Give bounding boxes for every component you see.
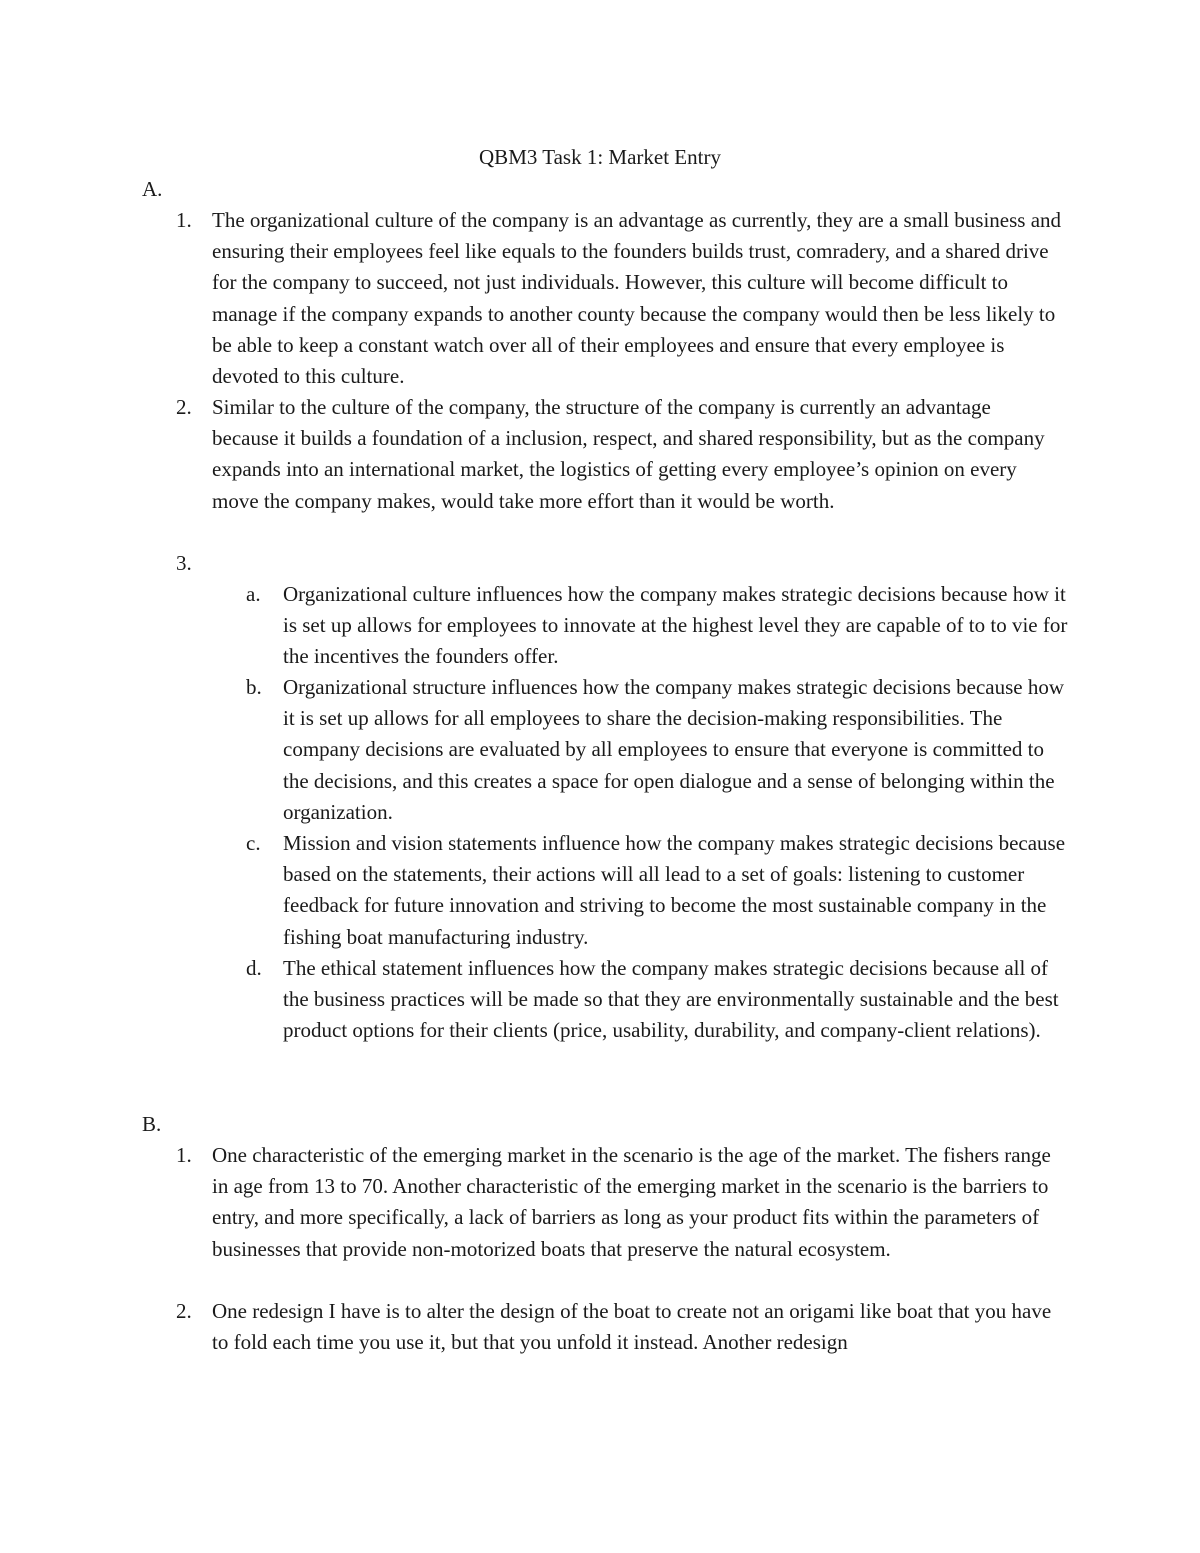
list-number: 3. xyxy=(176,551,192,575)
list-letter: d. xyxy=(246,956,262,980)
list-item-text: One redesign I have is to alter the design of the boat to create not an origami like boat that you have to fold each time you use it, but that you unfold it instead. Another redesign xyxy=(212,1299,1052,1355)
list-item-text: Organizational structure influences how the company makes strategic decisions because how it is set up allows for all employees to share the decision-making responsibilities. The company decisions are evaluated by all employees to ensure that everyone is committed to the decisions, and this creates a space for open dialogue and a sense of belonging within the organization. xyxy=(283,675,1065,824)
list-item-text: One characteristic of the emerging market in the scenario is the age of the market. The fishers range in age from 13 to 70. Another characteristic of the emerging market in the scenario is the barriers to entry, and more specifically, a lack of barriers as long as your product fits within the parameters of businesses that provide non-motorized boats that preserve the natural ecosystem. xyxy=(212,1143,1051,1261)
list-number: 1. xyxy=(176,1143,192,1167)
section-a-heading: A. xyxy=(142,177,163,201)
list-letter: b. xyxy=(246,675,262,699)
list-item-text: Similar to the culture of the company, the structure of the company is currently an advantage because it builds a foundation of a inclusion, respect, and shared responsibility, but as the company expands into an international market, the logistics of getting every employee’s opinion on every move the company makes, would take more effort than it would be worth. xyxy=(212,395,1045,513)
section-b-heading: B. xyxy=(142,1112,162,1136)
list-item-text: Mission and vision statements influence how the company makes strategic decisions because based on the statements, their actions will all lead to a set of goals: listening to customer feedback for future innovation and striving to become the most sustainable company in the fishing boat manufacturing industry. xyxy=(283,831,1066,949)
list-letter: c. xyxy=(246,831,261,855)
list-number: 2. xyxy=(176,395,192,419)
list-number: 2. xyxy=(176,1299,192,1323)
list-item-text: The ethical statement influences how the company makes strategic decisions because all of the business practices will be made so that they are environmentally sustainable and the best product options for their clients (price, usability, durability, and company-client relations). xyxy=(283,956,1059,1043)
list-item-text: Organizational culture influences how the company makes strategic decisions because how it is set up allows for employees to innovate at the highest level they are capable of to to vie for the incentives the founders offer. xyxy=(283,582,1068,669)
list-item-text: The organizational culture of the company is an advantage as currently, they are a small business and ensuring their employees feel like equals to the founders builds trust, comradery, and a shared drive for the company to succeed, not just individuals. However, this culture will become difficult to manage if the company expands to another county because the company would then be less likely to be able to keep a constant watch over all of their employees and ensure that every employee is devoted to this culture. xyxy=(212,208,1062,389)
list-letter: a. xyxy=(246,582,261,606)
list-number: 1. xyxy=(176,208,192,232)
page-title: QBM3 Task 1: Market Entry xyxy=(479,145,721,169)
